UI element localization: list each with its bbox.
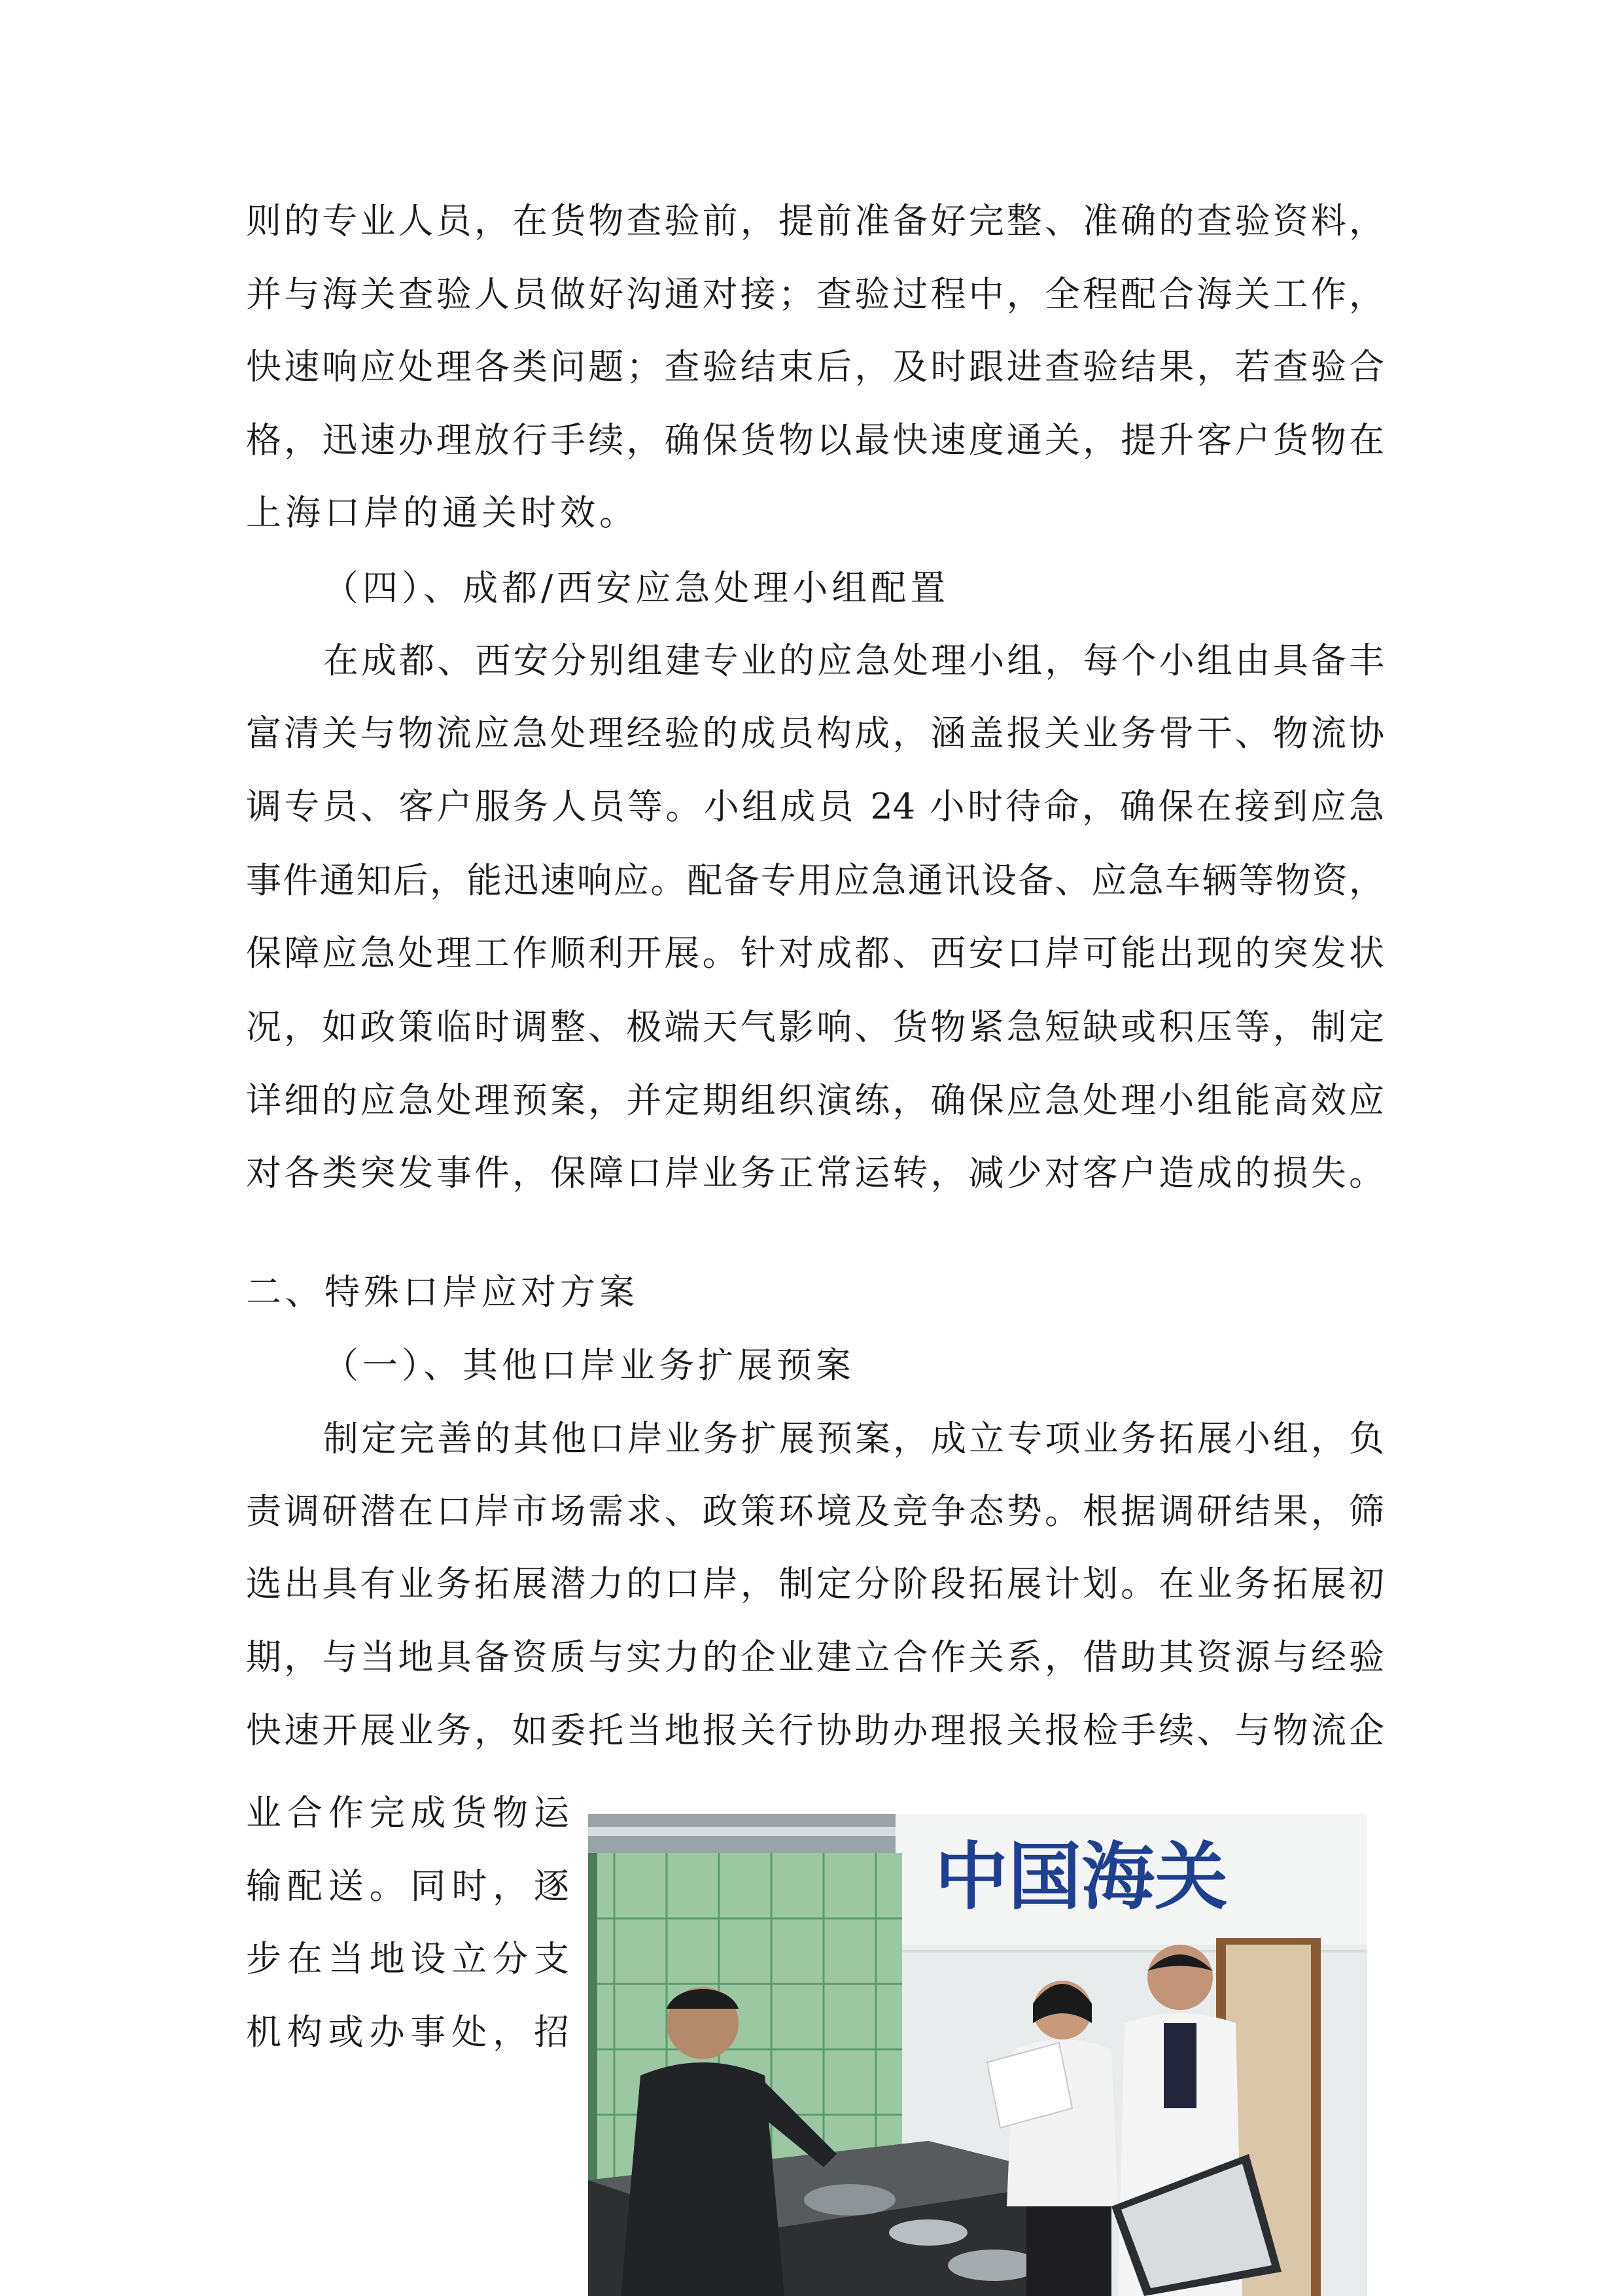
paragraph-line: 况，如政策临时调整、极端天气影响、货物紧急短缺或积压等，制定: [246, 1006, 1384, 1048]
sign-text: 中国海关: [935, 1835, 1228, 1920]
paragraph-line: 步在当地设立分支: [246, 1938, 569, 1979]
paragraph-line: 对各类突发事件，保障口岸业务正常运转，减少对客户造成的损失。: [246, 1152, 1384, 1193]
paragraph-line: 快速响应处理各类问题；查验结束后，及时跟进查验结果，若查验合: [246, 346, 1384, 387]
paragraph-line: 上海口岸的通关时效。: [246, 492, 638, 533]
paragraph-line: 调专员、客户服务人员等。小组成员 24 小时待命，确保在接到应急: [246, 786, 1384, 827]
paragraph-line: 并与海关查验人员做好沟通对接；查验过程中，全程配合海关工作，: [246, 274, 1384, 315]
paragraph-line: 制定完善的其他口岸业务扩展预案，成立专项业务拓展小组，负: [323, 1418, 1384, 1459]
paragraph-line: 格，迅速办理放行手续，确保货物以最快速度通关，提升客户货物在: [246, 419, 1384, 461]
paragraph-line: 期，与当地具备资质与实力的企业建立合作关系，借助其资源与经验: [246, 1636, 1384, 1678]
paragraph-line: 快速开展业务，如委托当地报关行协助办理报关报检手续、与物流企: [246, 1710, 1384, 1751]
paragraph-line: 富清关与物流应急处理经验的成员构成，涵盖报关业务骨干、物流协: [246, 713, 1384, 754]
paragraph-line: 事件通知后，能迅速响应。配备专用应急通讯设备、应急车辆等物资，: [246, 860, 1384, 901]
paragraph-line: 选出具有业务拓展潜力的口岸，制定分阶段拓展计划。在业务拓展初: [246, 1563, 1384, 1604]
paragraph-line: 在成都、西安分别组建专业的应急处理小组，每个小组由具备丰: [323, 640, 1384, 681]
paragraph-line: 责调研潜在口岸市场需求、政策环境及竞争态势。根据调研结果，筛: [246, 1491, 1384, 1532]
chapter-heading: 二、特殊口岸应对方案: [246, 1271, 638, 1313]
paragraph-line: 则的专业人员，在货物查验前，提前准备好完整、准确的查验资料，: [246, 200, 1384, 241]
paragraph-line: 机构或办事处，招: [246, 2011, 569, 2053]
paragraph-line: 输配送。同时，逐: [246, 1865, 569, 1907]
customs-inspection-photo: [588, 1814, 1367, 2296]
section-heading: （一）、其他口岸业务扩展预案: [323, 1345, 855, 1386]
paragraph-line: 保障应急处理工作顺利开展。针对成都、西安口岸可能出现的突发状: [246, 932, 1384, 974]
photo-illustration: [588, 1814, 1367, 2296]
section-heading: （四）、成都/西安应急处理小组配置: [323, 567, 950, 609]
paragraph-line: 业合作完成货物运: [246, 1792, 569, 1833]
paragraph-line: 详细的应急处理预案，并定期组织演练，确保应急处理小组能高效应: [246, 1080, 1384, 1121]
